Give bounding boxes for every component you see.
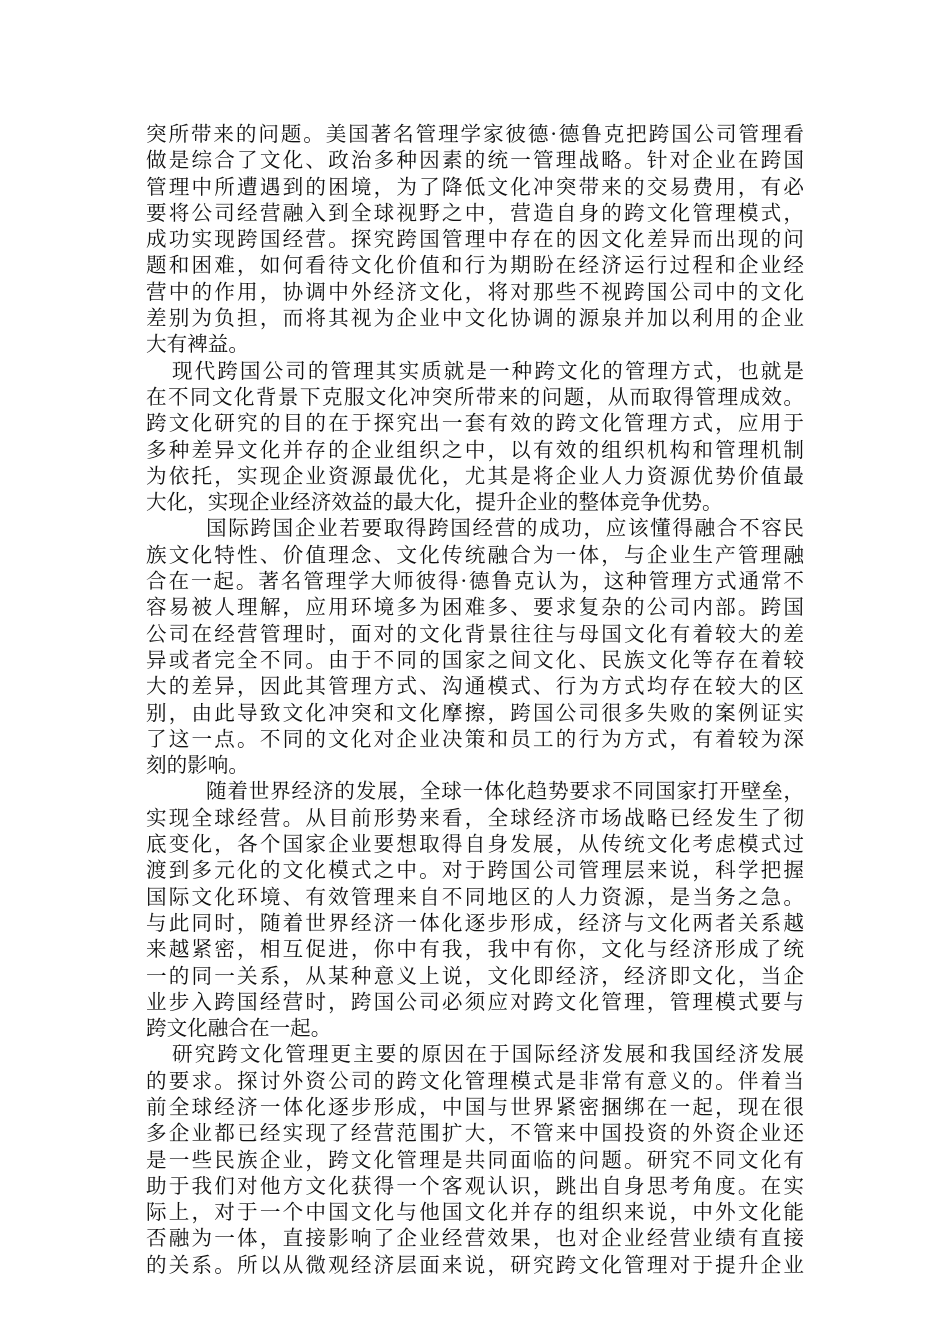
text-line: 渡到多元化的文化模式之中。对于跨国公司管理层来说，科学把握 [146,858,804,883]
text-line: 助于我们对他方文化获得一个客观认识，跳出自身思考角度。在实 [146,1173,804,1198]
text-line: 成功实现跨国经营。探究跨国管理中存在的因文化差异而出现的问 [146,227,804,252]
text-line: 容易被人理解，应用环境多为困难多、要求复杂的公司内部。跨国 [146,595,804,620]
text-line: 大化，实现企业经济效益的最大化，提升企业的整体竞争优势。 [146,490,723,515]
text-line: 为依托，实现企业资源最优化，尤其是将企业人力资源优势价值最 [146,463,804,488]
text-line: 国际跨国企业若要取得跨国经营的成功，应该懂得融合不容民 [206,516,804,541]
text-line: 大的差异，因此其管理方式、沟通模式、行为方式均存在较大的区 [146,674,804,699]
text-line: 多企业都已经实现了经营范围扩大，不管来中国投资的外资企业还 [146,1121,804,1146]
text-line: 管理中所遭遇到的困境，为了降低文化冲突带来的交易费用，有必 [146,174,804,199]
text-line: 的要求。探讨外资公司的跨文化管理模式是非常有意义的。伴着当 [146,1068,804,1093]
text-line: 前全球经济一体化逐步形成，中国与世界紧密捆绑在一起，现在很 [146,1094,804,1119]
text-line: 了这一点。不同的文化对企业决策和员工的行为方式，有着较为深 [146,726,804,751]
text-line: 在不同文化背景下克服文化冲突所带来的问题，从而取得管理成效。 [146,384,804,409]
text-line: 是一些民族企业，跨文化管理是共同面临的问题。研究不同文化有 [146,1147,804,1172]
text-line: 与此同时，随着世界经济一体化逐步形成，经济与文化两者关系越 [146,910,804,935]
text-line: 合在一起。著名管理学大师彼得·德鲁克认为，这种管理方式通常不 [146,569,804,594]
text-line: 别，由此导致文化冲突和文化摩擦，跨国公司很多失败的案例证实 [146,700,804,725]
text-line: 跨文化融合在一起。 [146,1016,332,1041]
text-line: 公司在经营管理时，面对的文化背景往往与母国文化有着较大的差 [146,621,804,646]
text-line: 业步入跨国经营时，跨国公司必须应对跨文化管理，管理模式要与 [146,989,804,1014]
text-line: 现代跨国公司的管理其实质就是一种跨文化的管理方式，也就是 [172,358,804,383]
text-line: 差别为负担，而将其视为企业中文化协调的源泉并加以利用的企业 [146,306,804,331]
text-line: 刻的影响。 [146,753,249,778]
text-line: 营中的作用，协调中外经济文化，将对那些不视跨国公司中的文化 [146,279,804,304]
body-text [146,121,804,1278]
text-line: 际上，对于一个中国文化与他国文化并存的组织来说，中外文化能 [146,1200,804,1225]
text-line: 一的同一关系，从某种意义上说，文化即经济，经济即文化，当企 [146,963,804,988]
text-line: 研究跨文化管理更主要的原因在于国际经济发展和我国经济发展 [172,1042,804,1067]
text-line: 大有裨益。 [146,332,249,357]
text-line: 跨文化研究的目的在于探究出一套有效的跨文化管理方式，应用于 [146,411,804,436]
text-line: 的关系。所以从微观经济层面来说，研究跨文化管理对于提升企业 [146,1252,804,1277]
text-line: 要将公司经营融入到全球视野之中，营造自身的跨文化管理模式， [146,200,804,225]
text-line: 来越紧密，相互促进，你中有我，我中有你，文化与经济形成了统 [146,937,804,962]
text-line: 否融为一体，直接影响了企业经营效果，也对企业经营业绩有直接 [146,1226,804,1251]
text-line: 随着世界经济的发展，全球一体化趋势要求不同国家打开壁垒， [206,779,804,804]
text-line: 实现全球经营。从目前形势来看，全球经济市场战略已经发生了彻 [146,805,804,830]
text-line: 族文化特性、价值理念、文化传统融合为一体，与企业生产管理融 [146,542,804,567]
text-line: 突所带来的问题。美国著名管理学家彼德·德鲁克把跨国公司管理看 [146,122,804,146]
text-line: 异或者完全不同。由于不同的国家之间文化、民族文化等存在着较 [146,647,804,672]
text-line: 国际文化环境、有效管理来自不同地区的人力资源，是当务之急。 [146,884,804,909]
text-line: 多种差异文化并存的企业组织之中，以有效的组织机构和管理机制 [146,437,804,462]
text-line: 做是综合了文化、政治多种因素的统一管理战略。针对企业在跨国 [146,148,804,173]
text-line: 底变化，各个国家企业要想取得自身发展，从传统文化考虑模式过 [146,832,804,857]
text-line: 题和困难，如何看待文化价值和行为期盼在经济运行过程和企业经 [146,253,804,278]
